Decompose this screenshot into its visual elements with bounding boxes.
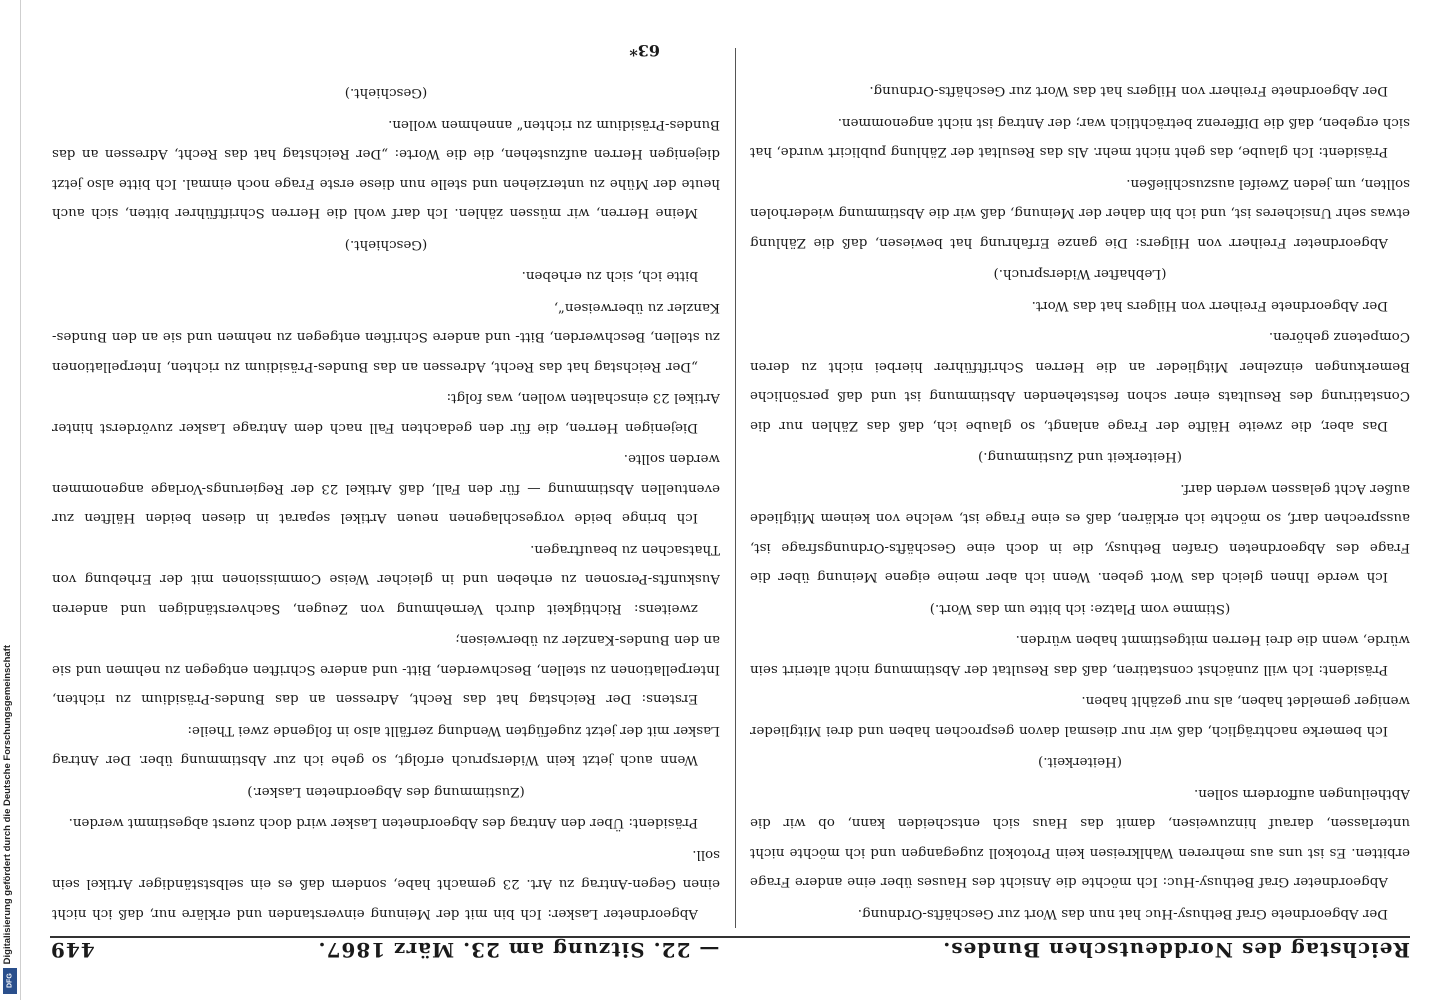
paragraph: Erstens: Der Reichstag hat das Recht, Adressen an das Bundes-Präsidium zu richten, Interpellationen zu stellen, Beschwerden, Bitt- und andere Schriften entgegen zu nehmen und sie an den Bundes-Kanzler zu überweisen; <box>52 632 720 707</box>
signature-mark: 63* <box>629 41 660 60</box>
rotated-page <box>40 18 1420 978</box>
right-text-column <box>52 68 720 928</box>
paragraph: Der Abgeordnete Freiherr von Hilgers hat das Wort zur Geschäfts-Ordnung. <box>869 83 1388 99</box>
page-header <box>50 936 1410 972</box>
paragraph: bitte ich, sich zu erheben. <box>521 268 698 284</box>
paragraph: zweitens: Richtigkeit durch Vernehmung von Zeugen, Sachverständigen und anderen Auskunfts-Personen zu erheben und in gleicher Weise Commissionen mit der Erhebung von Thatsachen zu beauftragen. <box>52 542 720 616</box>
paragraph: „Der Reichstag hat das Recht, Adressen an das Bundes-Präsidium zu richten, Interpellationen zu stellen, Beschwerden, Bitt- und andere Schriften entgegen zu nehmen und sie an den Bundes-Kanzler zu überweisen“, <box>52 300 720 374</box>
paragraph: Präsident: Über den Antrag des Abgeordneten Lasker wird doch zuerst abgestimmt werden. <box>68 815 698 831</box>
page-number: 449 <box>50 938 95 962</box>
paragraph: Abgeordneter Freiherr von Hilgers: Die ganze Erfahrung hat bewiesen, daß die Zählung etwas sehr Unsicheres ist, und ich bin daher der Meinung, daß wir die Abstimmung wiederholen sollten, um jeden Zweifel auszuschließen. <box>750 176 1410 250</box>
paragraph: Präsident: Ich glaube, das geht nicht mehr. Als das Resultat der Zählung publicirt wurde, hat sich ergeben, daß die Differenz beträchtlich war; der Antrag ist nicht angenommen. <box>750 115 1410 160</box>
digitization-note: Digitalisierung gefördert durch die Deutsche Forschungsgemeinschaft <box>2 644 13 964</box>
paragraph: (Zustimmung des Abgeordneten Lasker.) <box>247 784 525 799</box>
digitization-sidebar <box>0 0 21 1000</box>
paragraph: Das aber, die zweite Hälfte der Frage anlangt, so glaube ich, daß das Zählen nur die Constatirung des Resultats einer schon feststehenden Abstimmung ist und daß persönliche Bemerkungen einzelner Mitglieder an die Herren Schriftführer hierbei nicht zu deren Competenz gehören. <box>750 329 1410 433</box>
paragraph: Wenn auch jetzt kein Widerspruch erfolgt, so gehe ich zur Abstimmung über. Der Antrag Lasker mit der jetzt zugefügten Wendung zerfällt also in folgende zwei Theile: <box>52 723 720 768</box>
paragraph: Ich bemerke nachträglich, daß wir nur diesmal davon gesprochen haben und drei Mitglieder weniger gemeldet haben, als nur gezählt haben. <box>750 693 1410 738</box>
paragraph: (Lebhafter Widerspruch.) <box>993 266 1167 282</box>
paragraph: Abgeordneter Graf Bethusy-Huc: Ich möchte die Ansicht des Hauses über eine andere Frage erbitten. Es ist uns aus mehreren Wahlkreisen kein Protokoll zugegangen und ich möchte nicht unterlassen, darauf hinzuweisen, damit das Haus sich entscheiden kann, ob wir die Abtheilungen auffordern sollen. <box>750 786 1410 890</box>
paragraph: Der Abgeordnete Freiherr von Hilgers hat das Wort. <box>1031 298 1388 313</box>
paragraph: (Heiterkeit.) <box>1038 754 1122 770</box>
header-session: — 22. Sitzung am 23. März 1867. <box>317 938 720 962</box>
paragraph: (Stimme vom Platze: ich bitte um das Wort.) <box>929 601 1231 616</box>
column-divider <box>735 48 736 928</box>
paragraph: Der Abgeordnete Graf Bethusy-Huc hat nun das Wort zur Geschäfts-Ordnung. <box>857 906 1388 921</box>
left-text-column <box>750 68 1410 928</box>
paragraph: Ich bringe beide vorgeschlagenen neuen Artikel separat in diesen beiden Hälften zur eventuellen Abstimmung — für den Fall, daß Artikel 23 der Regierungs-Vorlage angenommen werden sollte. <box>52 451 720 526</box>
paragraph: (Geschieht.) <box>344 85 428 101</box>
header-title: Reichstag des Norddeutschen Bundes. <box>942 938 1410 962</box>
paragraph: Diejenigen Herren, die für den gedachten Fall nach dem Antrage Lasker zuvörderst hinter Artikel 23 einschalten wollen, was folgt: <box>52 390 720 435</box>
paragraph: Meine Herren, wir müssen zählen. Ich darf wohl die Herren Schriftführer bitten, sich auch heute der Mühe zu unterziehen und stelle nun diese erste Frage noch einmal. Ich bitte also jetzt diejenigen Herren aufzustehen, die die Worte: „Der Reichstag hat das Recht, Adressen an das Bundes-Präsidium zu richten“ annehmen wollen. <box>52 117 720 221</box>
paragraph <box>750 68 1410 74</box>
paragraph: Ich werde Ihnen gleich das Wort geben. Wenn ich aber meine eigene Meinung über die Frage des Abgeordneten Grafen Bethusy, die in doch eine Geschäfts-Ordnungsfrage ist, aussprechen darf, so möchte ich erklären, daß es eine Frage ist, welche von keinem Mitgliede außer Acht gelassen werden darf. <box>750 481 1410 585</box>
dfg-logo: DFG <box>3 968 17 994</box>
paragraph: Abgeordneter Lasker: Ich bin mit der Meinung einverstanden und erkläre nur, daß ich nicht einen Gegen-Antrag zu Art. 23 gemacht habe, sondern daß es ein selbstständiger Artikel sein soll. <box>52 847 720 921</box>
scanned-page <box>40 18 1420 978</box>
paragraph: Präsident: Ich will zunächst constatiren, daß das Resultat der Abstimmung nicht alterirt sein würde, wenn die drei Herren mitgestimmt haben würden. <box>750 632 1410 677</box>
paragraph <box>52 68 720 76</box>
paragraph: (Heiterkeit und Zustimmung.) <box>978 449 1183 465</box>
paragraph: (Geschieht.) <box>344 237 428 252</box>
